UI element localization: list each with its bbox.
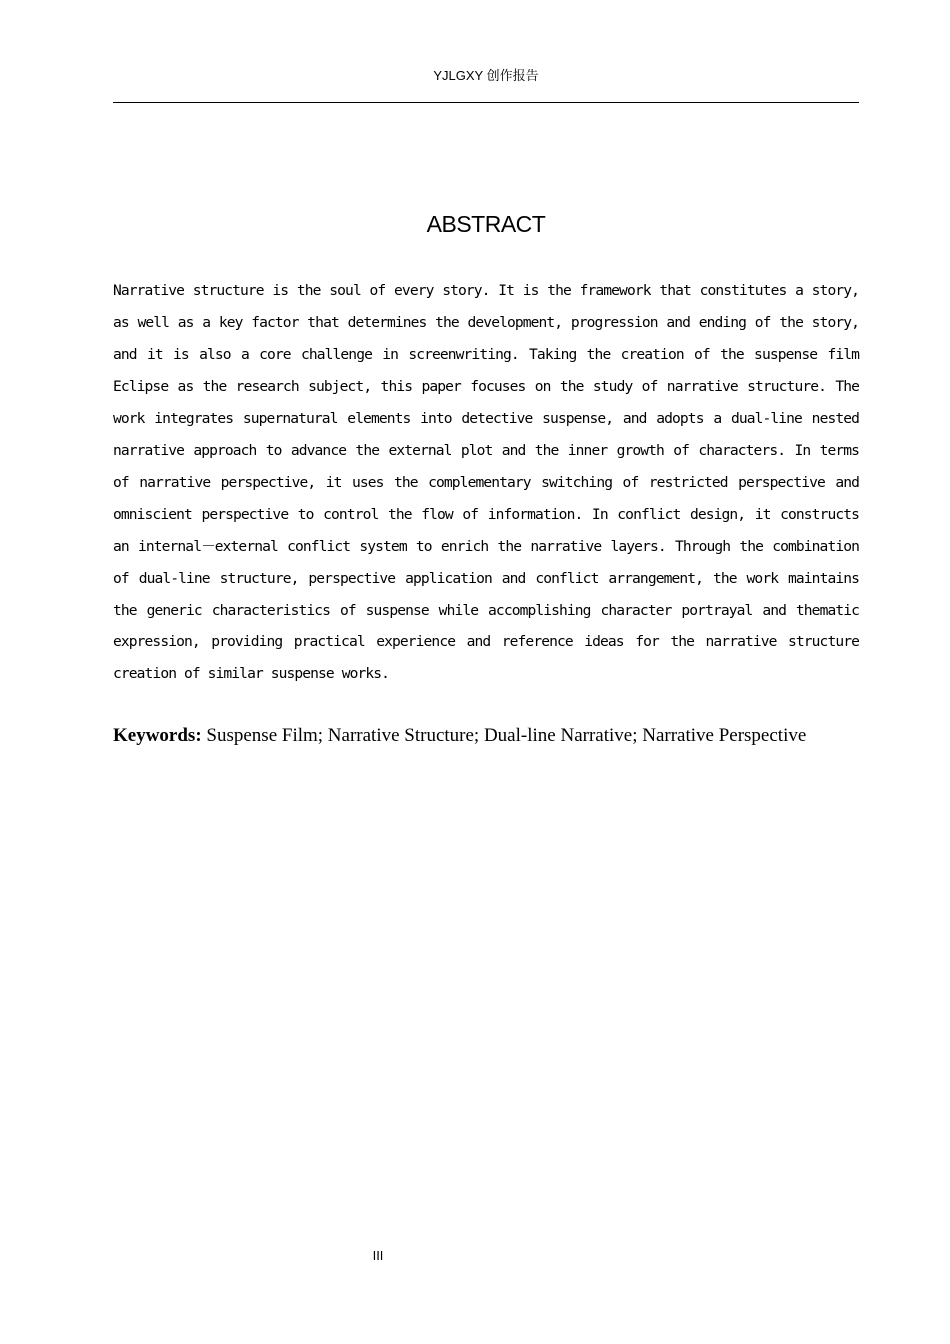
header-divider <box>113 102 859 103</box>
page-number: III <box>372 1248 384 1263</box>
keywords-label: Keywords: <box>113 725 202 746</box>
running-header: YJLGXY 创作报告 <box>433 68 539 83</box>
abstract-title: ABSTRACT <box>426 211 546 237</box>
keywords-line <box>113 722 873 750</box>
keywords-text: Suspense Film; Narrative Structure; Dual-line Narrative; Narrative Perspective <box>206 725 807 746</box>
abstract-body: Narrative structure is the soul of every story. It is the framework that constitutes a story, as well as a key factor that determines the development, progression and ending of the story, and it is also a core challenge in screenwriting. Taking the creation of the suspense film Eclipse as the research subject, this paper focuses on the study of narrative structure. The work integrates supernatural elements into detective suspense, and adopts a dual-line nested narrative approach to advance the external plot and the inner growth of characters. In terms of narrative perspective, it uses the complementary switching of restricted perspective and omniscient perspective to control the flow of information. In conflict design, it constructs an internal－external conflict system to enrich the narrative layers. Through the combination of dual-line structure, perspective application and conflict arrangement, the work maintains the generic characteristics of suspense while accomplishing character portrayal and thematic expression, providing practical experience and reference ideas for the narrative structure creation of similar suspense works. <box>113 282 859 683</box>
